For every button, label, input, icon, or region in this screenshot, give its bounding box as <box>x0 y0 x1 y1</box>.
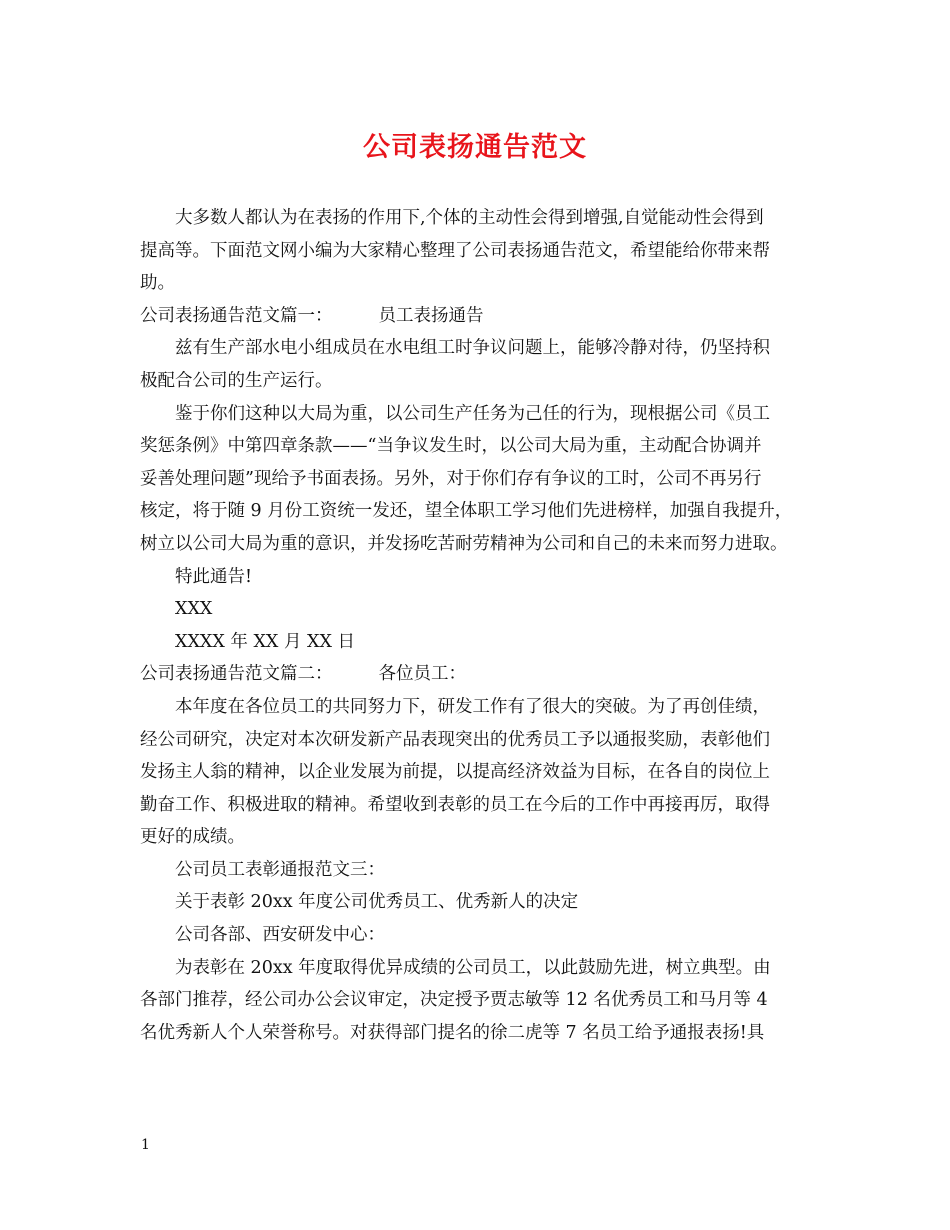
paragraph-line: 各部门推荐，经公司办公会议审定，决定授予贾志敏等 12 名优秀员工和马月等 4 <box>140 990 768 1011</box>
paragraph-line: 提高等。下面范文网小编为大家精心整理了公司表扬通告范文，希望能给你带来帮 <box>140 240 770 261</box>
paragraph-line: 鉴于你们这种以大局为重，以公司生产任务为己任的行为，现根据公司《员工 <box>175 403 770 424</box>
signature: XXX <box>175 599 213 620</box>
notice-closing: 特此通告! <box>175 566 253 587</box>
paragraph-line: 勤奋工作、积极进取的精神。希望收到表彰的员工在今后的工作中再接再厉，取得 <box>140 794 770 815</box>
page-number: 1 <box>141 1137 150 1153</box>
paragraph-line: 名优秀新人个人荣誉称号。对获得部门提名的徐二虎等 7 名员工给予通报表扬!具 <box>140 1022 765 1043</box>
paragraph-line: 为表彰在 20xx 年度取得优异成绩的公司员工，以此鼓励先进，树立典型。由 <box>175 957 771 978</box>
paragraph-line: 树立以公司大局为重的意识，并发扬吃苦耐劳精神为公司和自己的未来而努力进取。 <box>140 533 788 554</box>
addressee: 公司各部、西安研发中心： <box>175 925 385 946</box>
section-heading-1 <box>140 300 820 333</box>
decision-title: 关于表彰 20xx 年度公司优秀员工、优秀新人的决定 <box>175 892 579 913</box>
section-heading-2 <box>140 658 820 691</box>
paragraph-line: 助。 <box>140 273 175 294</box>
paragraph-line: 更好的成绩。 <box>140 827 245 848</box>
paragraph-line: 本年度在各位员工的共同努力下，研发工作有了很大的突破。为了再创佳绩， <box>175 696 770 717</box>
document-title: 公司表扬通告范文 <box>363 132 587 163</box>
paragraph-line: 极配合公司的生产运行。 <box>140 370 333 391</box>
section-heading-subject: 各位员工： <box>378 664 466 685</box>
paragraph-line: 兹有生产部水电小组成员在水电组工时争议问题上，能够冷静对待，仍坚持积 <box>175 338 770 359</box>
paragraph-line: 奖惩条例》中第四章条款——“当争议发生时，以公司大局为重，主动配合协调并 <box>140 436 762 457</box>
document-body <box>140 202 820 1049</box>
paragraph-line: 大多数人都认为在表扬的作用下,个体的主动性会得到增强,自觉能动性会得到 <box>175 208 764 228</box>
date-line: XXXX 年 XX 月 XX 日 <box>175 631 355 652</box>
section-heading-label: 公司表扬通告范文篇一： <box>140 305 333 326</box>
paragraph-line: 妥善处理问题”现给予书面表扬。另外，对于你们存有争议的工时，公司不再另行 <box>140 468 762 489</box>
paragraph-line: 核定，将于随 9 月份工资统一发还，望全体职工学习他们先进榜样，加强自我提升， <box>140 501 793 522</box>
paragraph-line: 发扬主人翁的精神，以企业发展为前提，以提高经济效益为目标，在各自的岗位上 <box>140 762 770 783</box>
section-heading-label: 公司表扬通告范文篇二： <box>140 664 333 685</box>
section-heading-subject: 员工表扬通告 <box>378 305 484 326</box>
section-heading-3: 公司员工表彰通报范文三： <box>175 859 385 880</box>
paragraph-line: 经公司研究，决定对本次研发新产品表现突出的优秀员工予以通报奖励，表彰他们 <box>140 729 770 750</box>
